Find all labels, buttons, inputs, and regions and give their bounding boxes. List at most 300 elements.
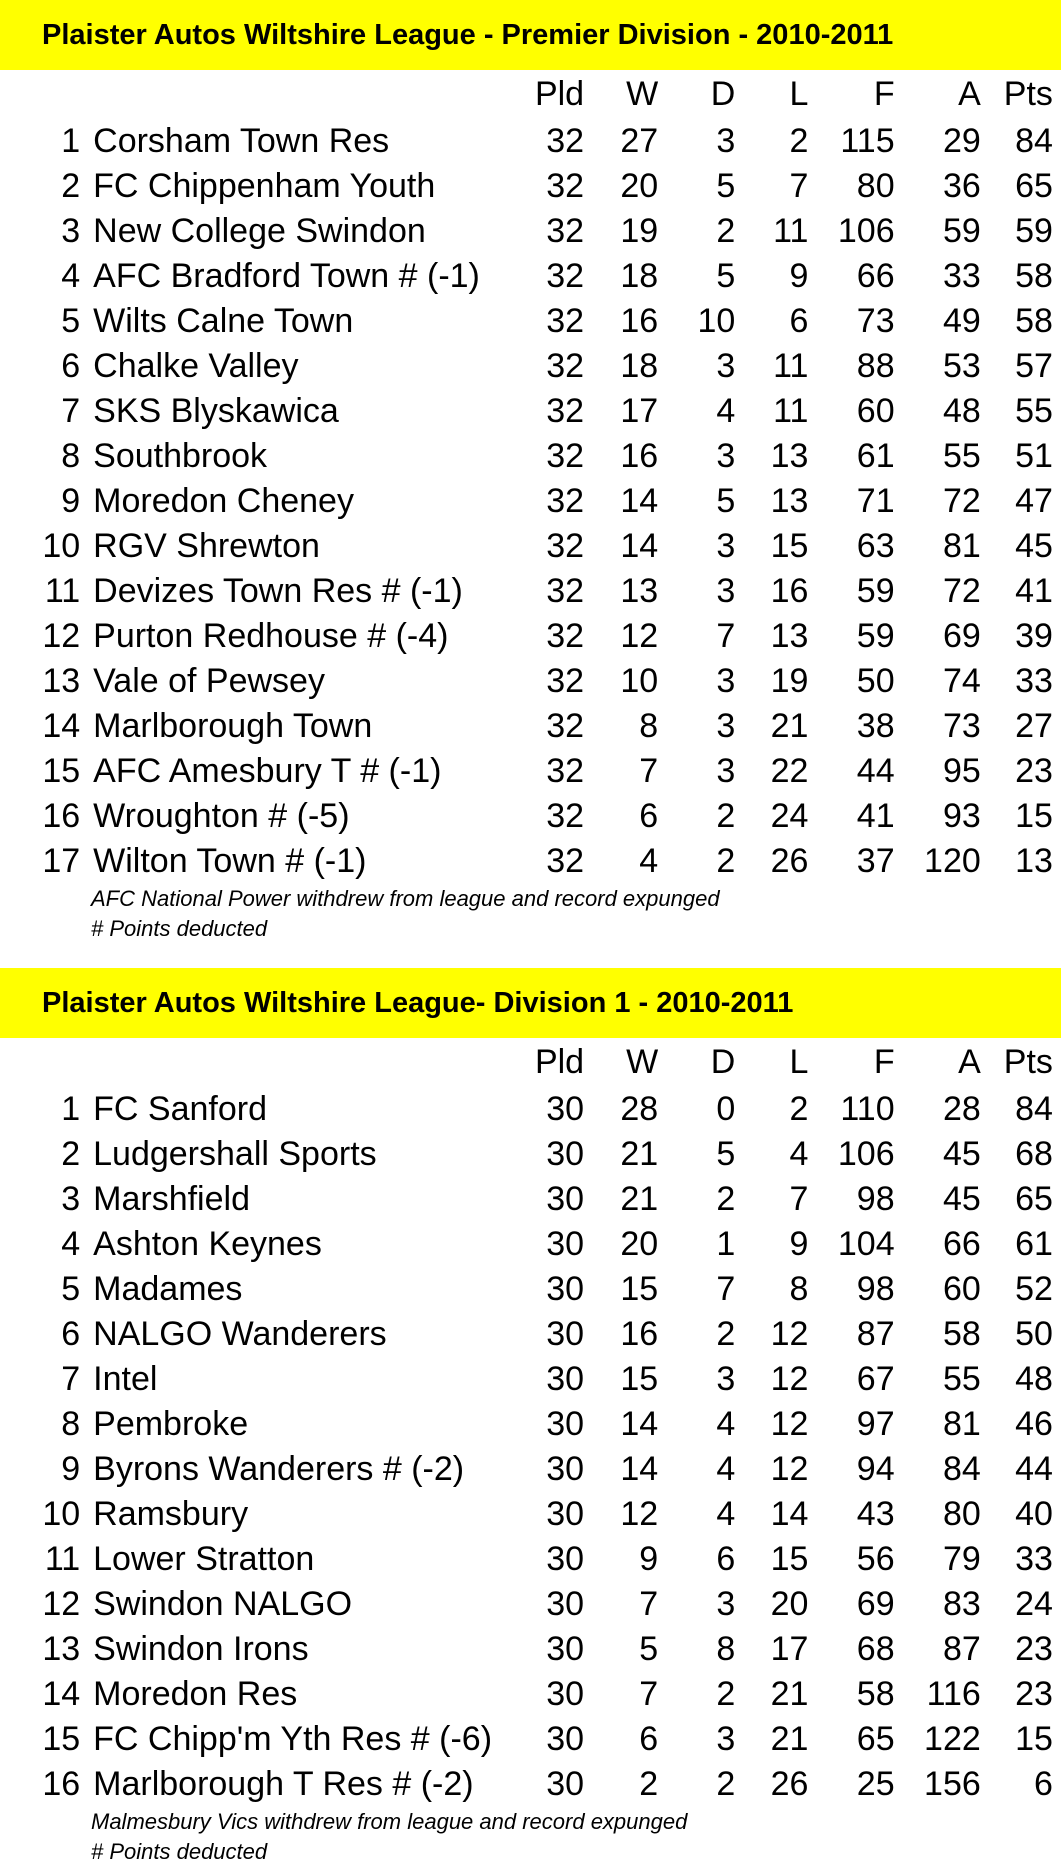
table-row: [0, 839, 1061, 884]
cell-won: 13: [620, 572, 659, 610]
cell-goals-against: 87: [942, 1630, 981, 1668]
cell-position: 6: [61, 347, 81, 385]
cell-goals-for: 87: [856, 1315, 895, 1353]
row-spacer: [1053, 1582, 1061, 1627]
cell-position: 5: [61, 302, 81, 340]
cell-drawn: 3: [716, 572, 736, 610]
cell-drawn: 3: [716, 347, 736, 385]
cell-lost: 21: [770, 1720, 809, 1758]
header-played: Pld: [534, 1043, 585, 1081]
cell-goals-for: 73: [856, 302, 895, 340]
cell-played: 32: [546, 527, 585, 565]
cell-drawn: 2: [716, 1675, 736, 1713]
cell-drawn: 5: [716, 167, 736, 205]
table-row: [0, 1402, 1061, 1447]
note-points-deducted: # Points deducted: [91, 916, 268, 941]
cell-drawn: 6: [716, 1540, 736, 1578]
cell-team: Intel: [93, 1360, 158, 1398]
cell-team: Moredon Cheney: [93, 482, 354, 520]
cell-won: 15: [620, 1270, 659, 1308]
cell-played: 32: [546, 122, 585, 160]
cell-played: 32: [546, 392, 585, 430]
table-row: [0, 1267, 1061, 1312]
cell-team: AFC Amesbury T # (-1): [93, 752, 442, 790]
cell-points: 33: [1015, 662, 1053, 700]
row-spacer: [1053, 209, 1061, 254]
cell-lost: 11: [773, 212, 809, 250]
cell-team: Pembroke: [93, 1405, 249, 1443]
header-goals-for: F: [873, 1043, 895, 1081]
cell-goals-against: 59: [942, 212, 981, 250]
cell-points: 57: [1015, 347, 1053, 385]
cell-lost: 17: [770, 1630, 809, 1668]
cell-position: 3: [61, 212, 81, 250]
cell-lost: 9: [789, 257, 809, 295]
cell-team: Swindon NALGO: [93, 1585, 353, 1623]
cell-points: 50: [1015, 1315, 1053, 1353]
cell-goals-for: 59: [856, 617, 895, 655]
cell-position: 7: [61, 1360, 81, 1398]
cell-goals-for: 98: [856, 1180, 895, 1218]
cell-goals-against: 81: [942, 527, 981, 565]
cell-goals-for: 59: [856, 572, 895, 610]
cell-played: 30: [546, 1270, 585, 1308]
cell-goals-against: 81: [942, 1405, 981, 1443]
header-goals-against: A: [958, 1043, 981, 1081]
cell-lost: 14: [770, 1495, 809, 1533]
cell-goals-for: 67: [856, 1360, 895, 1398]
header-row: [0, 70, 1061, 119]
cell-drawn: 4: [716, 392, 736, 430]
cell-goals-for: 25: [856, 1765, 895, 1803]
cell-position: 14: [42, 1675, 81, 1713]
league-title: Plaister Autos Wiltshire League- Division 1 - 2010-2011: [0, 968, 1061, 1038]
cell-drawn: 3: [716, 437, 736, 475]
row-spacer: [1053, 659, 1061, 704]
row-spacer: [1053, 1132, 1061, 1177]
cell-team: Marshfield: [93, 1180, 250, 1218]
cell-goals-against: 80: [942, 1495, 981, 1533]
cell-goals-for: 41: [856, 797, 895, 835]
cell-team: Lower Stratton: [93, 1540, 315, 1578]
cell-team: Byrons Wanderers # (-2): [93, 1450, 465, 1488]
table-row: [0, 1087, 1061, 1132]
cell-goals-for: 37: [856, 842, 895, 880]
cell-played: 30: [546, 1360, 585, 1398]
cell-position: 1: [61, 122, 81, 160]
cell-won: 19: [620, 212, 659, 250]
cell-position: 10: [42, 1495, 81, 1533]
cell-won: 14: [620, 527, 659, 565]
cell-drawn: 4: [716, 1495, 736, 1533]
cell-lost: 15: [770, 527, 809, 565]
row-spacer: [1053, 749, 1061, 794]
cell-goals-against: 73: [942, 707, 981, 745]
cell-team: Purton Redhouse # (-4): [93, 617, 449, 655]
cell-position: 11: [44, 572, 81, 610]
header-spacer: [1053, 1038, 1061, 1087]
row-spacer: [1053, 119, 1061, 164]
cell-won: 21: [620, 1180, 659, 1218]
cell-points: 51: [1015, 437, 1053, 475]
table-row: [0, 1582, 1061, 1627]
cell-goals-for: 43: [856, 1495, 895, 1533]
header-drawn: D: [710, 75, 736, 113]
cell-goals-for: 104: [837, 1225, 895, 1263]
cell-points: 13: [1015, 842, 1053, 880]
cell-points: 84: [1015, 122, 1053, 160]
cell-drawn: 3: [716, 1360, 736, 1398]
cell-goals-against: 69: [942, 617, 981, 655]
cell-goals-for: 38: [856, 707, 895, 745]
row-spacer: [1053, 434, 1061, 479]
cell-points: 15: [1015, 1720, 1053, 1758]
cell-goals-against: 66: [942, 1225, 981, 1263]
cell-drawn: 2: [716, 1315, 736, 1353]
cell-played: 32: [546, 302, 585, 340]
cell-position: 13: [42, 662, 81, 700]
cell-won: 28: [620, 1090, 659, 1128]
table-row: [0, 1132, 1061, 1177]
cell-goals-for: 60: [856, 392, 895, 430]
cell-points: 65: [1015, 1180, 1053, 1218]
cell-goals-against: 28: [942, 1090, 981, 1128]
cell-goals-for: 58: [856, 1675, 895, 1713]
cell-goals-for: 94: [856, 1450, 895, 1488]
cell-lost: 26: [770, 1765, 809, 1803]
cell-position: 8: [61, 1405, 81, 1443]
cell-team: New College Swindon: [93, 212, 426, 250]
row-spacer: [1053, 1627, 1061, 1672]
row-spacer: [1053, 614, 1061, 659]
cell-played: 32: [546, 617, 585, 655]
cell-won: 14: [620, 1450, 659, 1488]
table-row: [0, 344, 1061, 389]
cell-played: 30: [546, 1225, 585, 1263]
standings-table: [0, 1038, 1061, 1807]
cell-goals-against: 48: [942, 392, 981, 430]
cell-goals-for: 106: [837, 1135, 895, 1173]
cell-goals-for: 106: [837, 212, 895, 250]
cell-position: 6: [61, 1315, 81, 1353]
cell-lost: 7: [789, 167, 809, 205]
cell-won: 10: [620, 662, 659, 700]
cell-drawn: 2: [716, 797, 736, 835]
cell-won: 16: [620, 437, 659, 475]
row-spacer: [1053, 1087, 1061, 1132]
cell-points: 84: [1015, 1090, 1053, 1128]
cell-goals-for: 44: [856, 752, 895, 790]
cell-drawn: 3: [716, 1585, 736, 1623]
cell-won: 6: [639, 1720, 659, 1758]
row-spacer: [1053, 1402, 1061, 1447]
cell-team: Wilton Town # (-1): [93, 842, 367, 880]
cell-points: 59: [1015, 212, 1053, 250]
cell-drawn: 5: [716, 1135, 736, 1173]
league-title: Plaister Autos Wiltshire League - Premier Division - 2010-2011: [0, 0, 1061, 70]
cell-team: SKS Blyskawica: [93, 392, 339, 430]
header-points: Pts: [1003, 75, 1053, 113]
note-withdrawn: AFC National Power withdrew from league and record expunged: [91, 886, 720, 911]
cell-drawn: 3: [716, 752, 736, 790]
cell-won: 14: [620, 1405, 659, 1443]
table-row: [0, 524, 1061, 569]
cell-goals-against: 36: [942, 167, 981, 205]
header-lost: L: [789, 1043, 809, 1081]
cell-team: Ramsbury: [93, 1495, 249, 1533]
cell-goals-for: 115: [840, 122, 895, 160]
table-row: [0, 749, 1061, 794]
cell-lost: 13: [770, 482, 809, 520]
row-spacer: [1053, 1762, 1061, 1807]
cell-lost: 22: [770, 752, 809, 790]
cell-lost: 19: [770, 662, 809, 700]
cell-position: 12: [42, 617, 81, 655]
row-spacer: [1053, 164, 1061, 209]
cell-played: 30: [546, 1675, 585, 1713]
cell-won: 6: [639, 797, 659, 835]
cell-goals-for: 63: [856, 527, 895, 565]
table-row: [0, 119, 1061, 164]
cell-position: 4: [61, 257, 81, 295]
table-row: [0, 164, 1061, 209]
cell-won: 18: [620, 257, 659, 295]
standings-table: [0, 70, 1061, 884]
cell-played: 30: [546, 1630, 585, 1668]
header-spacer: [1053, 70, 1061, 119]
cell-played: 30: [546, 1090, 585, 1128]
table-row: [0, 794, 1061, 839]
cell-goals-against: 122: [924, 1720, 981, 1758]
table-row: [0, 1492, 1061, 1537]
cell-team: FC Sanford: [93, 1090, 267, 1128]
cell-lost: 16: [770, 572, 809, 610]
table-row: [0, 704, 1061, 749]
cell-team: Ashton Keynes: [93, 1225, 322, 1263]
cell-goals-against: 55: [942, 437, 981, 475]
cell-won: 9: [639, 1540, 659, 1578]
cell-team: Madames: [93, 1270, 243, 1308]
row-spacer: [1053, 1537, 1061, 1582]
cell-drawn: 8: [716, 1630, 736, 1668]
cell-played: 30: [546, 1720, 585, 1758]
table-row: [0, 1627, 1061, 1672]
header-position: [0, 70, 80, 119]
row-spacer: [1053, 1492, 1061, 1537]
cell-lost: 8: [789, 1270, 809, 1308]
cell-played: 32: [546, 707, 585, 745]
cell-team: Southbrook: [93, 437, 268, 475]
cell-won: 5: [639, 1630, 659, 1668]
row-spacer: [1053, 794, 1061, 839]
cell-goals-against: 33: [942, 257, 981, 295]
table-row: [0, 1717, 1061, 1762]
cell-lost: 4: [789, 1135, 809, 1173]
cell-drawn: 10: [697, 302, 736, 340]
cell-goals-against: 120: [924, 842, 981, 880]
cell-goals-for: 66: [856, 257, 895, 295]
row-spacer: [1053, 1447, 1061, 1492]
cell-played: 32: [546, 797, 585, 835]
table-row: [0, 1762, 1061, 1807]
cell-goals-for: 88: [856, 347, 895, 385]
row-spacer: [1053, 299, 1061, 344]
cell-lost: 21: [770, 1675, 809, 1713]
cell-goals-against: 84: [942, 1450, 981, 1488]
cell-points: 39: [1015, 617, 1053, 655]
cell-goals-against: 60: [942, 1270, 981, 1308]
cell-played: 32: [546, 752, 585, 790]
row-spacer: [1053, 839, 1061, 884]
note-points-deducted: # Points deducted: [91, 1839, 268, 1864]
note-withdrawn: Malmesbury Vics withdrew from league and record expunged: [91, 1809, 688, 1834]
cell-position: 16: [42, 1765, 81, 1803]
table-row: [0, 1447, 1061, 1492]
cell-lost: 7: [789, 1180, 809, 1218]
cell-won: 21: [620, 1135, 659, 1173]
standings-body: [0, 1087, 1061, 1807]
row-spacer: [1053, 479, 1061, 524]
cell-position: 4: [61, 1225, 81, 1263]
table-row: [0, 569, 1061, 614]
cell-goals-against: 93: [942, 797, 981, 835]
cell-won: 20: [620, 1225, 659, 1263]
cell-position: 5: [61, 1270, 81, 1308]
header-goals-for: F: [873, 75, 895, 113]
cell-won: 20: [620, 167, 659, 205]
cell-points: 44: [1015, 1450, 1053, 1488]
cell-position: 8: [61, 437, 81, 475]
cell-drawn: 5: [716, 257, 736, 295]
cell-position: 7: [61, 392, 81, 430]
cell-played: 32: [546, 257, 585, 295]
cell-lost: 12: [770, 1315, 809, 1353]
cell-position: 10: [42, 527, 81, 565]
cell-lost: 13: [770, 617, 809, 655]
cell-drawn: 3: [716, 707, 736, 745]
cell-goals-for: 69: [856, 1585, 895, 1623]
cell-team: FC Chipp'm Yth Res # (-6): [93, 1720, 493, 1758]
header-points: Pts: [1003, 1043, 1053, 1081]
cell-played: 30: [546, 1765, 585, 1803]
cell-points: 65: [1015, 167, 1053, 205]
cell-won: 12: [620, 1495, 659, 1533]
cell-lost: 12: [770, 1405, 809, 1443]
cell-played: 30: [546, 1315, 585, 1353]
cell-won: 12: [620, 617, 659, 655]
table-row: [0, 1312, 1061, 1357]
header-won: W: [626, 1043, 659, 1081]
header-team: [80, 70, 526, 119]
table-row: [0, 479, 1061, 524]
cell-drawn: 4: [716, 1405, 736, 1443]
cell-drawn: 7: [716, 1270, 736, 1308]
cell-position: 1: [61, 1090, 81, 1128]
header-drawn: D: [710, 1043, 736, 1081]
cell-goals-against: 74: [942, 662, 981, 700]
cell-goals-against: 83: [942, 1585, 981, 1623]
cell-position: 3: [61, 1180, 81, 1218]
cell-played: 32: [546, 347, 585, 385]
cell-goals-for: 68: [856, 1630, 895, 1668]
cell-goals-against: 72: [942, 572, 981, 610]
cell-played: 32: [546, 167, 585, 205]
header-won: W: [626, 75, 659, 113]
cell-won: 8: [639, 707, 659, 745]
cell-drawn: 1: [716, 1225, 736, 1263]
cell-points: 45: [1015, 527, 1053, 565]
cell-goals-for: 65: [856, 1720, 895, 1758]
cell-drawn: 2: [716, 1765, 736, 1803]
cell-points: 52: [1015, 1270, 1053, 1308]
table-row: [0, 1537, 1061, 1582]
cell-points: 48: [1015, 1360, 1053, 1398]
cell-lost: 21: [770, 707, 809, 745]
table-row: [0, 389, 1061, 434]
cell-points: 6: [1033, 1765, 1053, 1803]
cell-goals-for: 71: [856, 482, 895, 520]
row-spacer: [1053, 254, 1061, 299]
table-row: [0, 299, 1061, 344]
header-row: [0, 1038, 1061, 1087]
table-row: [0, 1357, 1061, 1402]
cell-team: Moredon Res: [93, 1675, 298, 1713]
cell-goals-for: 97: [856, 1405, 895, 1443]
cell-goals-against: 29: [942, 122, 981, 160]
row-spacer: [1053, 1357, 1061, 1402]
cell-played: 32: [546, 842, 585, 880]
cell-won: 7: [639, 752, 659, 790]
cell-points: 23: [1015, 1675, 1053, 1713]
cell-points: 23: [1015, 1630, 1053, 1668]
cell-won: 14: [620, 482, 659, 520]
table-notes: [0, 1807, 1061, 1867]
cell-team: Vale of Pewsey: [93, 662, 325, 700]
cell-team: AFC Bradford Town # (-1): [93, 257, 480, 295]
cell-lost: 2: [789, 1090, 809, 1128]
cell-lost: 12: [770, 1360, 809, 1398]
cell-points: 33: [1015, 1540, 1053, 1578]
cell-won: 7: [639, 1675, 659, 1713]
cell-points: 68: [1015, 1135, 1053, 1173]
cell-won: 7: [639, 1585, 659, 1623]
cell-points: 15: [1015, 797, 1053, 835]
header-lost: L: [789, 75, 809, 113]
table-row: [0, 614, 1061, 659]
cell-drawn: 0: [716, 1090, 736, 1128]
cell-played: 30: [546, 1135, 585, 1173]
cell-goals-against: 49: [942, 302, 981, 340]
cell-team: Corsham Town Res: [93, 122, 390, 160]
cell-drawn: 2: [716, 212, 736, 250]
cell-points: 40: [1015, 1495, 1053, 1533]
cell-points: 47: [1015, 482, 1053, 520]
cell-played: 32: [546, 437, 585, 475]
cell-position: 15: [42, 752, 81, 790]
row-spacer: [1053, 524, 1061, 569]
cell-drawn: 3: [716, 1720, 736, 1758]
cell-team: Marlborough T Res # (-2): [93, 1765, 474, 1803]
cell-played: 32: [546, 212, 585, 250]
header-team: [80, 1038, 526, 1087]
cell-lost: 13: [770, 437, 809, 475]
cell-team: Swindon Irons: [93, 1630, 309, 1668]
cell-drawn: 3: [716, 527, 736, 565]
cell-drawn: 7: [716, 617, 736, 655]
cell-played: 30: [546, 1180, 585, 1218]
row-spacer: [1053, 1312, 1061, 1357]
cell-goals-against: 53: [942, 347, 981, 385]
